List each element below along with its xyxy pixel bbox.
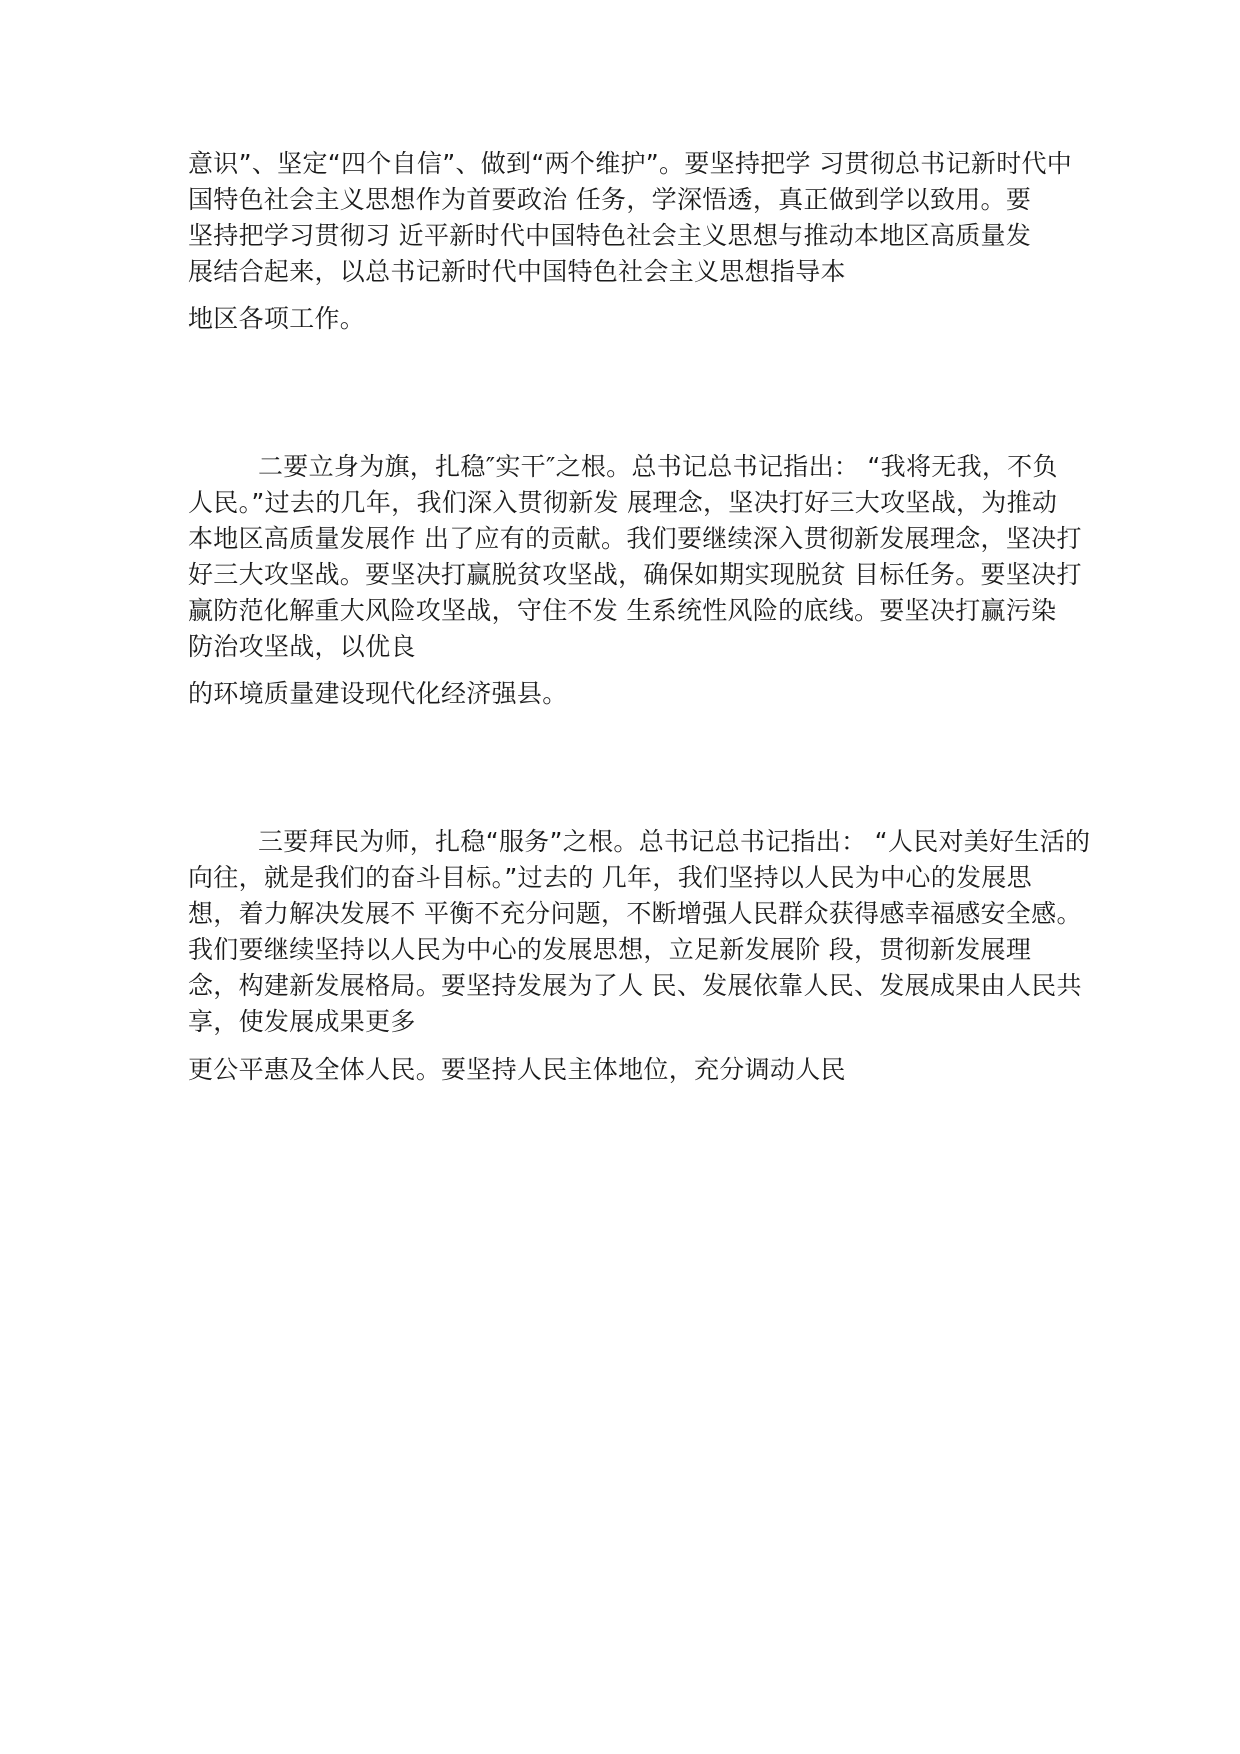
paragraph-1-line-1: 意识”、坚定“四个自信”、做到“两个维护”。要坚持把学 习贯彻总书记新时代中 [188,149,1073,178]
paragraph-3-line-4: 我们要继续坚持以人民为中心的发展思想，立足新发展阶 段，贯彻新发展理 [188,935,1032,964]
paragraph-2-line-6: 防治攻坚战，以优良 [188,632,416,661]
paragraph-2-line-7: 的环境质量建设现代化经济强县。 [188,679,568,708]
paragraph-1-line-5: 地区各项工作。 [188,304,366,333]
paragraph-3-line-1: 三要拜民为师，扎稳“服务”之根。总书记总书记指出： “人民对美好生活的 [258,827,1091,856]
paragraph-2-line-3: 本地区高质量发展作 出了应有的贡献。我们要继续深入贯彻新发展理念，坚决打 [188,524,1082,553]
paragraph-1-line-3: 坚持把学习贯彻习 近平新时代中国特色社会主义思想与推动本地区高质量发 [188,221,1032,250]
paragraph-2-line-1: 二要立身为旗，扎稳″实干″之根。总书记总书记指出： “我将无我，不负 [258,452,1058,481]
paragraph-3-line-3: 想，着力解决发展不 平衡不充分问题，不断增强人民群众获得感幸福感安全感。 [188,899,1082,928]
paragraph-3-line-2: 向往，就是我们的奋斗目标。”过去的 几年，我们坚持以人民为中心的发展思 [188,863,1032,892]
paragraph-2-line-5: 赢防范化解重大风险攻坚战，守住不发 生系统性风险的底线。要坚决打赢污染 [188,596,1057,625]
paragraph-1-line-2: 国特色社会主义思想作为首要政治 任务，学深悟透，真正做到学以致用。要 [188,185,1032,214]
paragraph-2-line-2: 人民。”过去的几年，我们深入贯彻新发 展理念，坚决打好三大攻坚战，为推动 [188,488,1058,517]
paragraph-2-line-4: 好三大攻坚战。要坚决打赢脱贫攻坚战，确保如期实现脱贫 目标任务。要坚决打 [188,560,1082,589]
paragraph-3-line-7: 更公平惠及全体人民。要坚持人民主体地位，充分调动人民 [188,1055,846,1084]
paragraph-3-line-5: 念，构建新发展格局。要坚持发展为了人 民、发展依靠人民、发展成果由人民共 [188,971,1082,1000]
paragraph-3-line-6: 享，使发展成果更多 [188,1007,416,1036]
paragraph-1-line-4: 展结合起来，以总书记新时代中国特色社会主义思想指导本 [188,257,846,286]
